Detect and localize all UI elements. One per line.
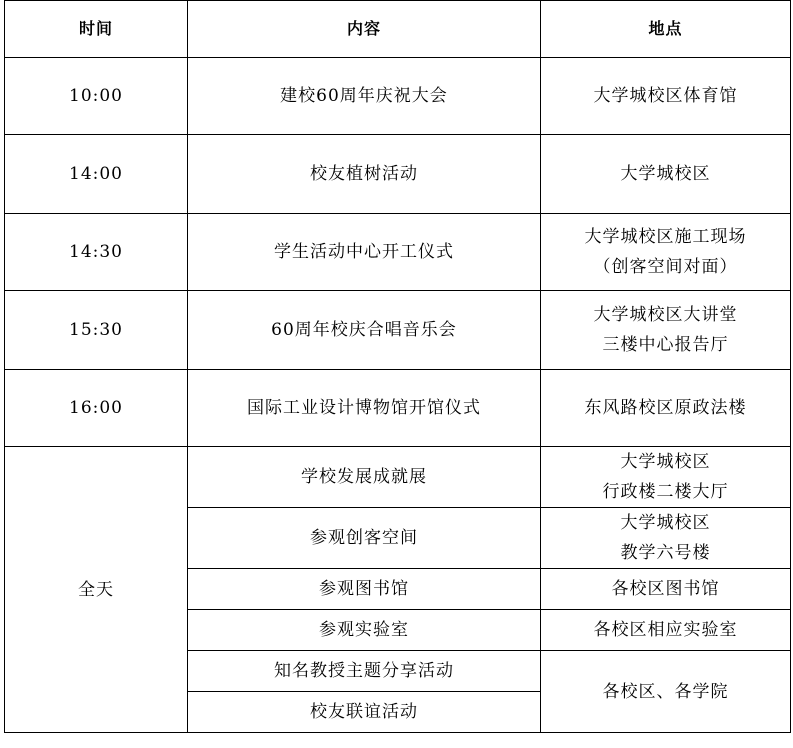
header-row [5,1,791,58]
table-row [5,58,791,135]
place-cell [541,135,791,214]
place-line: 三楼中心报告厅 [602,335,729,355]
place-line: 大学城校区大讲堂 [593,305,738,325]
time-cell: 15:30 [5,291,188,370]
time-cell: 14:00 [5,135,188,214]
header-place: 地点 [541,1,791,58]
place-line: 东风路校区原政法楼 [584,398,747,418]
content-cell: 参观创客空间 [188,508,541,569]
place-line: 各校区、各学院 [602,681,729,702]
content-cell: 校友联谊活动 [188,692,541,733]
table-row [5,370,791,447]
time-cell-allday: 全天 [5,447,188,733]
time-cell: 14:30 [5,214,188,291]
place-cell [541,58,791,135]
table-row [5,291,791,370]
table-row [5,447,791,508]
content-cell: 60周年校庆合唱音乐会 [188,291,541,370]
place-line: 大学城校区 [620,513,711,533]
content-cell: 校友植树活动 [188,135,541,214]
content-cell: 国际工业设计博物馆开馆仪式 [188,370,541,447]
schedule-table [4,0,791,733]
place-cell [541,508,791,569]
table-row [5,214,791,291]
content-cell: 知名教授主题分享活动 [188,651,541,692]
place-line: （创客空间对面） [593,257,738,277]
place-cell [541,370,791,447]
place-line: 大学城校区体育馆 [593,86,738,106]
table-row [5,135,791,214]
place-line: 大学城校区 [620,164,711,184]
content-cell: 学校发展成就展 [188,447,541,508]
place-line: 教学六号楼 [620,543,711,563]
place-cell [541,651,791,733]
content-cell: 参观图书馆 [188,569,541,610]
place-cell [541,447,791,508]
place-cell [541,214,791,291]
content-cell: 建校60周年庆祝大会 [188,58,541,135]
place-line: 各校区图书馆 [611,579,720,599]
place-line: 行政楼二楼大厅 [602,482,729,502]
time-cell: 10:00 [5,58,188,135]
header-content: 内容 [188,1,541,58]
place-line: 各校区相应实验室 [593,620,738,640]
place-cell [541,291,791,370]
content-cell: 参观实验室 [188,610,541,651]
place-line: 大学城校区施工现场 [584,227,747,247]
place-cell [541,569,791,610]
place-cell [541,610,791,651]
time-cell: 16:00 [5,370,188,447]
content-cell: 学生活动中心开工仪式 [188,214,541,291]
header-time: 时间 [5,1,188,58]
place-line: 大学城校区 [620,452,711,472]
